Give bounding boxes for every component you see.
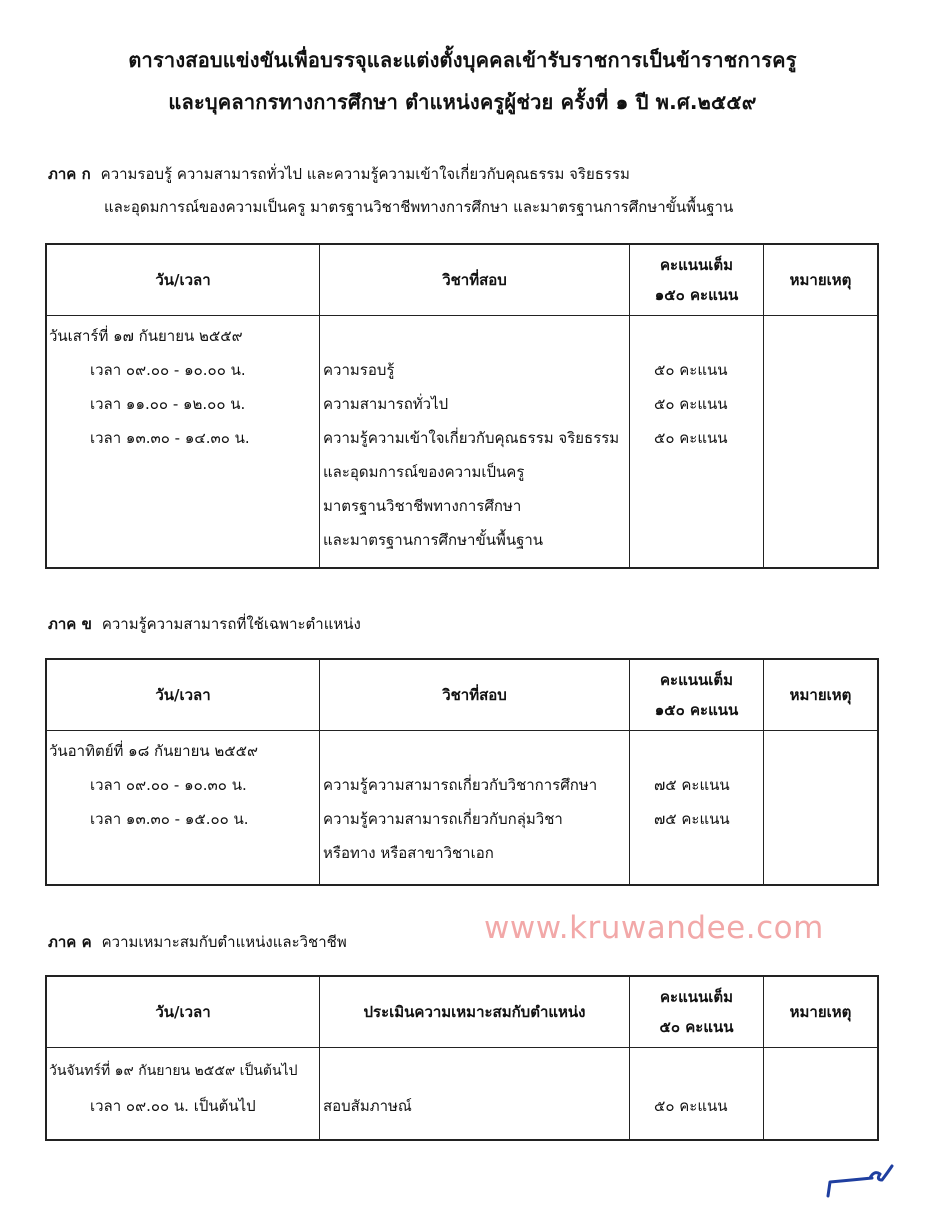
document-title-line-2: และบุคลากรทางการศึกษา ตำแหน่งครูผู้ช่วย ครั้งที่ ๑ ปี พ.ศ.๒๕๕๙ [168, 90, 757, 114]
header-subject: ประเมินความเหมาะสมกับตำแหน่ง [320, 977, 630, 1047]
header-score-line-1: คะแนนเต็ม [659, 256, 734, 274]
score-cell [630, 316, 764, 568]
exam-time: เวลา ๐๙.๐๐ - ๑๐.๐๐ น. [90, 361, 246, 379]
exam-date: วันเสาร์ที่ ๑๗ กันยายน ๒๕๕๙ [49, 327, 243, 345]
part-a-heading [48, 162, 630, 186]
part-a-table [45, 243, 879, 569]
subject-line: มาตรฐานวิชาชีพทางการศึกษา [323, 497, 522, 515]
score-value: ๕๐ คะแนน [654, 361, 728, 379]
subject-line: ความรู้ความสามารถเกี่ยวกับกลุ่มวิชา [323, 810, 563, 828]
table-header-row [47, 660, 877, 731]
part-c-label: ภาค ค [48, 933, 92, 951]
header-subject: วิชาที่สอบ [320, 245, 630, 315]
remark-cell [764, 731, 877, 885]
subject-line: และมาตรฐานการศึกษาขั้นพื้นฐาน [323, 531, 544, 549]
subject-line: ความรู้ความเข้าใจเกี่ยวกับคุณธรรม จริยธรรม [323, 429, 620, 447]
remark-cell [764, 1048, 877, 1140]
part-c-table [45, 975, 879, 1141]
exam-time: เวลา ๐๙.๐๐ น. เป็นต้นไป [90, 1097, 256, 1115]
part-c-description: ความเหมาะสมกับตำแหน่งและวิชาชีพ [101, 933, 347, 951]
header-remark: หมายเหตุ [789, 686, 852, 704]
score-cell [630, 731, 764, 885]
part-a-description-cont: และอุดมการณ์ของความเป็นครู มาตรฐานวิชาชีพทางการศึกษา และมาตรฐานการศึกษาขั้นพื้นฐาน [104, 198, 734, 216]
score-value: ๗๕ คะแนน [654, 810, 730, 828]
header-score-line-2: ๑๕๐ คะแนน [654, 701, 739, 719]
subject-cell [320, 731, 630, 885]
subject-line: หรือทาง หรือสาขาวิชาเอก [323, 844, 494, 862]
score-cell [630, 1048, 764, 1140]
score-value: ๕๐ คะแนน [654, 429, 728, 447]
datetime-cell [47, 316, 320, 568]
part-c-heading [48, 930, 347, 954]
score-value: ๕๐ คะแนน [654, 395, 728, 413]
header-datetime: วัน/เวลา [47, 660, 320, 730]
header-score-line-1: คะแนนเต็ม [659, 671, 734, 689]
subject-line: ความรอบรู้ [323, 361, 395, 379]
subject-cell [320, 1048, 630, 1140]
part-b-heading [48, 612, 361, 636]
subject-line: สอบสัมภาษณ์ [323, 1097, 412, 1115]
datetime-cell [47, 731, 320, 885]
part-b-table [45, 658, 879, 886]
header-score-line-1: คะแนนเต็ม [659, 988, 734, 1006]
table-row [47, 1048, 877, 1140]
table-row [47, 731, 877, 885]
part-a-description: ความรอบรู้ ความสามารถทั่วไป และความรู้ความเข้าใจเกี่ยวกับคุณธรรม จริยธรรม [100, 165, 630, 183]
part-b-description: ความรู้ความสามารถที่ใช้เฉพาะตำแหน่ง [101, 615, 361, 633]
exam-time: เวลา ๐๙.๐๐ - ๑๐.๓๐ น. [90, 776, 247, 794]
subject-line: ความสามารถทั่วไป [323, 395, 449, 413]
score-value: ๕๐ คะแนน [654, 1097, 728, 1115]
exam-date: วันอาทิตย์ที่ ๑๘ กันยายน ๒๕๕๙ [49, 742, 258, 760]
part-a-label: ภาค ก [48, 165, 91, 183]
exam-time: เวลา ๑๑.๐๐ - ๑๒.๐๐ น. [90, 395, 246, 413]
subject-cell [320, 316, 630, 568]
header-score [630, 660, 764, 730]
header-remark: หมายเหตุ [789, 1003, 852, 1021]
table-row [47, 316, 877, 568]
part-b-label: ภาค ข [48, 615, 92, 633]
exam-date: วันจันทร์ที่ ๑๙ กันยายน ๒๕๕๙ เป็นต้นไป [49, 1063, 298, 1079]
header-score-line-2: ๑๕๐ คะแนน [654, 286, 739, 304]
remark-cell [764, 316, 877, 568]
document-title-line-1: ตารางสอบแข่งขันเพื่อบรรจุและแต่งตั้งบุคคลเข้ารับราชการเป็นข้าราชการครู [128, 48, 797, 72]
exam-time: เวลา ๑๓.๓๐ - ๑๕.๐๐ น. [90, 810, 249, 828]
header-datetime: วัน/เวลา [47, 245, 320, 315]
table-header-row [47, 245, 877, 316]
score-value: ๗๕ คะแนน [654, 776, 730, 794]
header-score-line-2: ๕๐ คะแนน [659, 1018, 734, 1036]
subject-line: และอุดมการณ์ของความเป็นครู [323, 463, 525, 481]
subject-line: ความรู้ความสามารถเกี่ยวกับวิชาการศึกษา [323, 776, 598, 794]
header-subject: วิชาที่สอบ [320, 660, 630, 730]
header-score [630, 245, 764, 315]
header-remark: หมายเหตุ [789, 271, 852, 289]
header-score [630, 977, 764, 1047]
header-datetime: วัน/เวลา [47, 977, 320, 1047]
datetime-cell [47, 1048, 320, 1140]
exam-time: เวลา ๑๓.๓๐ - ๑๔.๓๐ น. [90, 429, 250, 447]
watermark-text: www.kruwandee.com [484, 910, 824, 946]
table-header-row [47, 977, 877, 1048]
signature-icon [822, 1160, 897, 1200]
